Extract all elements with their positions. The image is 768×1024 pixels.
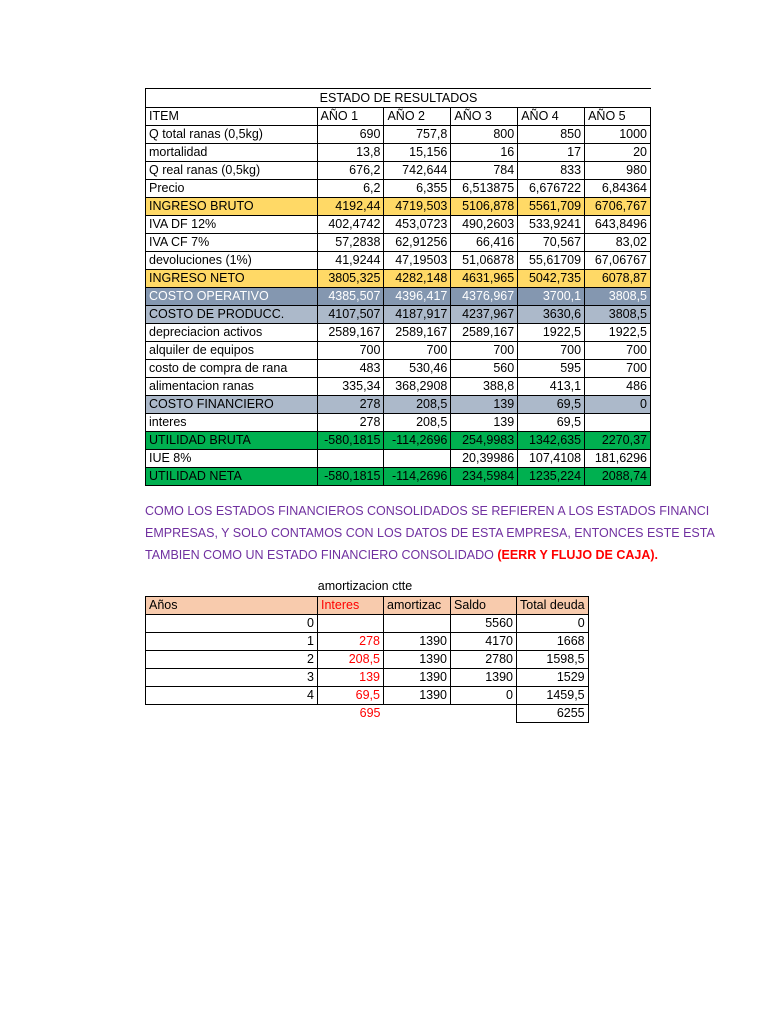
- estado-value-cell[interactable]: 20,39986: [451, 450, 518, 468]
- estado-header-cell[interactable]: AÑO 4: [518, 108, 585, 126]
- estado-value-cell[interactable]: 3630,6: [518, 306, 585, 324]
- estado-value-cell[interactable]: 368,2908: [384, 378, 451, 396]
- estado-value-cell[interactable]: 4107,507: [317, 306, 384, 324]
- estado-value-cell[interactable]: 4192,44: [317, 198, 384, 216]
- amort-row: [146, 651, 589, 669]
- amort-row: [146, 633, 589, 651]
- estado-row: [146, 216, 651, 234]
- estado-value-cell[interactable]: 4631,965: [451, 270, 518, 288]
- estado-value-cell[interactable]: 57,2838: [317, 234, 384, 252]
- estado-value-cell[interactable]: 3808,5: [585, 306, 651, 324]
- estado-value-cell[interactable]: 6078,87: [585, 270, 651, 288]
- estado-row-label[interactable]: interes: [146, 414, 318, 432]
- amort-cell[interactable]: 69,5: [318, 687, 384, 705]
- amort-cell[interactable]: 4170: [451, 633, 517, 651]
- amort-cell[interactable]: 278: [318, 633, 384, 651]
- estado-value-cell[interactable]: -114,2696: [384, 432, 451, 450]
- estado-value-cell[interactable]: 453,0723: [384, 216, 451, 234]
- estado-header-cell[interactable]: AÑO 5: [585, 108, 651, 126]
- estado-value-cell[interactable]: 490,2603: [451, 216, 518, 234]
- estado-value-cell[interactable]: 5561,709: [518, 198, 585, 216]
- estado-value-cell[interactable]: 4719,503: [384, 198, 451, 216]
- amort-cell[interactable]: 3: [146, 669, 318, 687]
- estado-row: [146, 126, 651, 144]
- estado-value-cell[interactable]: 4396,417: [384, 288, 451, 306]
- estado-value-cell[interactable]: [317, 450, 384, 468]
- estado-row: [146, 162, 651, 180]
- amort-row: [146, 687, 589, 705]
- estado-row-label[interactable]: IVA CF 7%: [146, 234, 318, 252]
- estado-value-cell[interactable]: [384, 450, 451, 468]
- note-highlight: (EERR Y FLUJO DE CAJA).: [497, 548, 659, 562]
- estado-value-cell[interactable]: 15,156: [384, 144, 451, 162]
- estado-value-cell[interactable]: 700: [585, 360, 651, 378]
- estado-value-cell[interactable]: 55,61709: [518, 252, 585, 270]
- amort-cell[interactable]: 1390: [384, 687, 451, 705]
- estado-value-cell[interactable]: 6,355: [384, 180, 451, 198]
- estado-value-cell[interactable]: 5106,878: [451, 198, 518, 216]
- estado-value-cell[interactable]: 69,5: [518, 396, 585, 414]
- estado-header-cell[interactable]: AÑO 2: [384, 108, 451, 126]
- estado-value-cell[interactable]: 700: [317, 342, 384, 360]
- estado-value-cell[interactable]: 3808,5: [585, 288, 651, 306]
- estado-value-cell[interactable]: 139: [451, 396, 518, 414]
- estado-value-cell[interactable]: 850: [518, 126, 585, 144]
- estado-value-cell[interactable]: 4237,967: [451, 306, 518, 324]
- estado-value-cell[interactable]: 6,676722: [518, 180, 585, 198]
- estado-value-cell[interactable]: 70,567: [518, 234, 585, 252]
- estado-value-cell[interactable]: 1922,5: [518, 324, 585, 342]
- estado-row: [146, 324, 651, 342]
- amort-cell[interactable]: 1390: [451, 669, 517, 687]
- estado-row: [146, 234, 651, 252]
- estado-value-cell[interactable]: 17: [518, 144, 585, 162]
- amort-header-cell[interactable]: Interes: [318, 597, 384, 615]
- estado-value-cell[interactable]: 208,5: [384, 396, 451, 414]
- estado-value-cell[interactable]: 530,46: [384, 360, 451, 378]
- estado-value-cell[interactable]: 278: [317, 414, 384, 432]
- amort-cell[interactable]: [384, 615, 451, 633]
- estado-row-label[interactable]: UTILIDAD BRUTA: [146, 432, 318, 450]
- estado-value-cell[interactable]: 335,34: [317, 378, 384, 396]
- amort-cell[interactable]: 1390: [384, 651, 451, 669]
- estado-header-cell[interactable]: ITEM: [146, 108, 318, 126]
- amort-empty-cell: [384, 705, 451, 723]
- estado-value-cell[interactable]: 388,8: [451, 378, 518, 396]
- amort-empty-cell: [451, 705, 517, 723]
- estado-value-cell[interactable]: 83,02: [585, 234, 651, 252]
- estado-value-cell[interactable]: 700: [518, 342, 585, 360]
- estado-value-cell[interactable]: -580,1815: [317, 468, 384, 486]
- estado-row: [146, 288, 651, 306]
- amort-total-interes[interactable]: 695: [359, 706, 381, 721]
- amort-total-deuda[interactable]: 6255: [517, 705, 589, 723]
- estado-value-cell[interactable]: 533,9241: [518, 216, 585, 234]
- amort-cell[interactable]: 5560: [451, 615, 517, 633]
- estado-value-cell[interactable]: 20: [585, 144, 651, 162]
- estado-value-cell[interactable]: 3805,325: [317, 270, 384, 288]
- estado-row: [146, 252, 651, 270]
- estado-value-cell[interactable]: 1342,635: [518, 432, 585, 450]
- amort-cell[interactable]: 208,5: [318, 651, 384, 669]
- amort-cell[interactable]: 1390: [384, 633, 451, 651]
- estado-row-label[interactable]: IUE 8%: [146, 450, 318, 468]
- estado-value-cell[interactable]: 4187,917: [384, 306, 451, 324]
- amort-cell[interactable]: 1668: [517, 633, 589, 651]
- amortizacion-title: amortizacion ctte: [317, 579, 413, 593]
- estado-value-cell[interactable]: 62,91256: [384, 234, 451, 252]
- estado-value-cell[interactable]: 980: [585, 162, 651, 180]
- amort-cell[interactable]: [318, 615, 384, 633]
- estado-value-cell[interactable]: 0: [585, 396, 651, 414]
- estado-value-cell[interactable]: 402,4742: [317, 216, 384, 234]
- consolidated-note: [145, 500, 715, 566]
- estado-row-label[interactable]: alimentacion ranas: [146, 378, 318, 396]
- amort-cell[interactable]: 4: [146, 687, 318, 705]
- estado-row-label[interactable]: INGRESO NETO: [146, 270, 318, 288]
- amort-header-cell[interactable]: Años: [146, 597, 318, 615]
- estado-value-cell[interactable]: 2270,37: [585, 432, 651, 450]
- estado-value-cell[interactable]: 5042,735: [518, 270, 585, 288]
- estado-value-cell[interactable]: 700: [384, 342, 451, 360]
- estado-row-label[interactable]: COSTO DE PRODUCC.: [146, 306, 318, 324]
- estado-value-cell[interactable]: 234,5984: [451, 468, 518, 486]
- estado-value-cell[interactable]: 6706,767: [585, 198, 651, 216]
- note-line-1: COMO LOS ESTADOS FINANCIEROS CONSOLIDADOS SE REFIEREN A LOS ESTADOS FINANCI: [145, 504, 710, 518]
- estado-value-cell[interactable]: 1235,224: [518, 468, 585, 486]
- amort-totals-row: [146, 705, 589, 723]
- estado-value-cell[interactable]: 69,5: [518, 414, 585, 432]
- estado-row-label[interactable]: mortalidad: [146, 144, 318, 162]
- estado-value-cell[interactable]: 800: [451, 126, 518, 144]
- estado-value-cell[interactable]: 3700,1: [518, 288, 585, 306]
- estado-value-cell[interactable]: 41,9244: [317, 252, 384, 270]
- estado-header-row: [146, 108, 651, 126]
- estado-row: [146, 450, 651, 468]
- amort-empty-cell: [146, 705, 318, 723]
- estado-value-cell[interactable]: 2589,167: [317, 324, 384, 342]
- note-line-3: TAMBIEN COMO UN ESTADO FINANCIERO CONSOLIDADO (EERR Y FLUJO DE CAJA).: [145, 548, 659, 562]
- estado-value-cell[interactable]: 700: [585, 342, 651, 360]
- amort-cell[interactable]: 1529: [517, 669, 589, 687]
- estado-value-cell[interactable]: 181,6296: [585, 450, 651, 468]
- estado-row-label[interactable]: COSTO OPERATIVO: [146, 288, 318, 306]
- amort-row: [146, 669, 589, 687]
- estado-row-label[interactable]: Q real ranas (0,5kg): [146, 162, 318, 180]
- estado-value-cell[interactable]: 486: [585, 378, 651, 396]
- estado-row-label[interactable]: IVA DF 12%: [146, 216, 318, 234]
- estado-row: [146, 144, 651, 162]
- estado-value-cell[interactable]: 6,2: [317, 180, 384, 198]
- estado-row: [146, 414, 651, 432]
- estado-row-label[interactable]: INGRESO BRUTO: [146, 198, 318, 216]
- estado-row-label[interactable]: devoluciones (1%): [146, 252, 318, 270]
- estado-row: [146, 198, 651, 216]
- estado-header-cell[interactable]: AÑO 1: [317, 108, 384, 126]
- estado-value-cell[interactable]: 1922,5: [585, 324, 651, 342]
- amort-cell[interactable]: 0: [146, 615, 318, 633]
- estado-value-cell[interactable]: 2088,74: [585, 468, 651, 486]
- amort-cell[interactable]: 2780: [451, 651, 517, 669]
- estado-value-cell[interactable]: 4385,507: [317, 288, 384, 306]
- estado-value-cell[interactable]: 833: [518, 162, 585, 180]
- estado-value-cell[interactable]: 47,19503: [384, 252, 451, 270]
- estado-row-label[interactable]: UTILIDAD NETA: [146, 468, 318, 486]
- amort-cell[interactable]: 1598,5: [517, 651, 589, 669]
- estado-value-cell[interactable]: 67,06767: [585, 252, 651, 270]
- estado-value-cell[interactable]: 757,8: [384, 126, 451, 144]
- estado-value-cell[interactable]: 107,4108: [518, 450, 585, 468]
- estado-row: [146, 180, 651, 198]
- estado-row-label[interactable]: Precio: [146, 180, 318, 198]
- estado-value-cell[interactable]: 4282,148: [384, 270, 451, 288]
- estado-row-label[interactable]: Q total ranas (0,5kg): [146, 126, 318, 144]
- amort-cell[interactable]: 0: [451, 687, 517, 705]
- amort-cell[interactable]: 0: [517, 615, 589, 633]
- amort-header-cell[interactable]: Saldo: [451, 597, 517, 615]
- amort-cell[interactable]: 139: [318, 669, 384, 687]
- estado-value-cell[interactable]: 278: [317, 396, 384, 414]
- estado-value-cell[interactable]: 66,416: [451, 234, 518, 252]
- estado-row: [146, 360, 651, 378]
- estado-value-cell[interactable]: 4376,967: [451, 288, 518, 306]
- estado-value-cell[interactable]: 784: [451, 162, 518, 180]
- estado-row: [146, 468, 651, 486]
- amort-cell[interactable]: 1390: [384, 669, 451, 687]
- estado-row-label[interactable]: COSTO FINANCIERO: [146, 396, 318, 414]
- estado-header-cell[interactable]: AÑO 3: [451, 108, 518, 126]
- estado-value-cell[interactable]: -580,1815: [317, 432, 384, 450]
- estado-row-label[interactable]: depreciacion activos: [146, 324, 318, 342]
- amort-header-cell[interactable]: Total deuda: [517, 597, 589, 615]
- estado-value-cell[interactable]: 254,9983: [451, 432, 518, 450]
- estado-row-label[interactable]: costo de compra de rana: [146, 360, 318, 378]
- estado-value-cell[interactable]: 560: [451, 360, 518, 378]
- estado-row: [146, 270, 651, 288]
- estado-value-cell[interactable]: 139: [451, 414, 518, 432]
- estado-table: [145, 107, 651, 486]
- estado-row: [146, 306, 651, 324]
- estado-de-resultados: [145, 88, 651, 486]
- amort-row: [146, 615, 589, 633]
- estado-value-cell[interactable]: 700: [451, 342, 518, 360]
- estado-value-cell[interactable]: 6,84364: [585, 180, 651, 198]
- estado-value-cell[interactable]: 413,1: [518, 378, 585, 396]
- estado-title: ESTADO DE RESULTADOS: [145, 88, 651, 107]
- estado-value-cell[interactable]: 13,8: [317, 144, 384, 162]
- amort-header-cell[interactable]: amortizac: [384, 597, 451, 615]
- estado-value-cell[interactable]: 6,513875: [451, 180, 518, 198]
- estado-value-cell[interactable]: 643,8496: [585, 216, 651, 234]
- estado-value-cell[interactable]: 742,644: [384, 162, 451, 180]
- estado-row: [146, 396, 651, 414]
- estado-value-cell[interactable]: 690: [317, 126, 384, 144]
- amortizacion-table: [145, 596, 589, 723]
- estado-value-cell[interactable]: 51,06878: [451, 252, 518, 270]
- estado-value-cell[interactable]: [585, 414, 651, 432]
- estado-value-cell[interactable]: 595: [518, 360, 585, 378]
- estado-row-label[interactable]: alquiler de equipos: [146, 342, 318, 360]
- note-line-2: EMPRESAS, Y SOLO CONTAMOS CON LOS DATOS DE ESTA EMPRESA, ENTONCES ESTE ESTA: [145, 526, 715, 540]
- amort-header-row: [146, 597, 589, 615]
- estado-value-cell[interactable]: 483: [317, 360, 384, 378]
- amort-cell[interactable]: 1459,5: [517, 687, 589, 705]
- estado-value-cell[interactable]: -114,2696: [384, 468, 451, 486]
- estado-value-cell[interactable]: 2589,167: [451, 324, 518, 342]
- estado-row: [146, 342, 651, 360]
- estado-value-cell[interactable]: 1000: [585, 126, 651, 144]
- estado-value-cell[interactable]: 16: [451, 144, 518, 162]
- estado-row: [146, 432, 651, 450]
- estado-row: [146, 378, 651, 396]
- estado-value-cell[interactable]: 208,5: [384, 414, 451, 432]
- estado-value-cell[interactable]: 676,2: [317, 162, 384, 180]
- amort-cell[interactable]: 1: [146, 633, 318, 651]
- amort-cell[interactable]: 2: [146, 651, 318, 669]
- estado-value-cell[interactable]: 2589,167: [384, 324, 451, 342]
